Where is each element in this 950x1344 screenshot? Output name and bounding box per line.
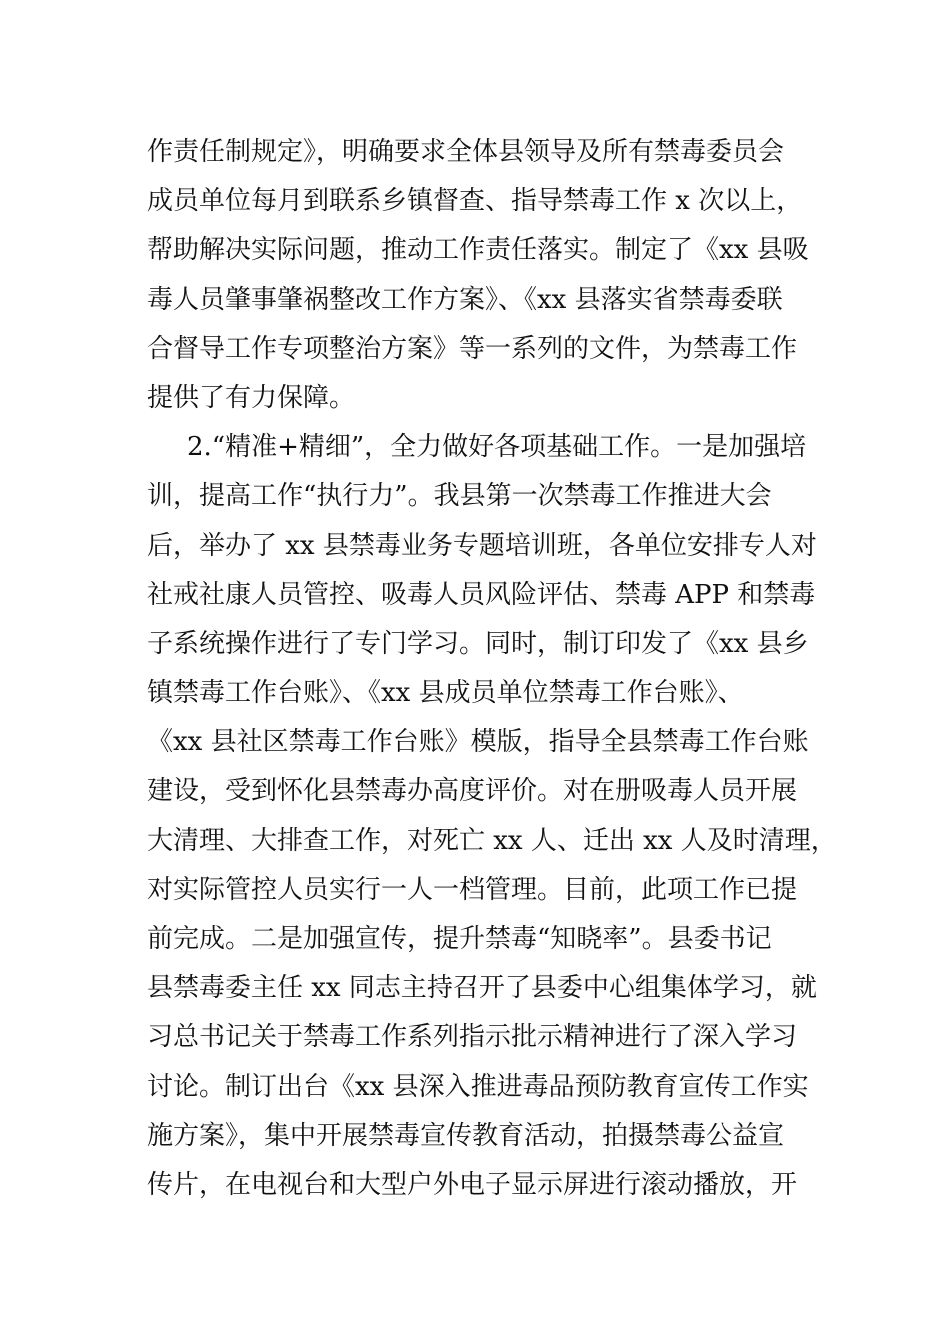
body-text xyxy=(147,128,837,1210)
text-line: 训，提高工作“执行力”。我县第一次禁毒工作推进大会 xyxy=(147,481,772,512)
text-line: 县禁毒委主任 xx 同志主持召开了县委中心组集体学习，就 xyxy=(147,973,817,1004)
text-line: 社戒社康人员管控、吸毒人员风险评估、禁毒 APP 和禁毒 xyxy=(147,579,816,610)
text-line: 合督导工作专项整治方案》等一系列的文件，为禁毒工作 xyxy=(147,333,798,364)
text-line: 提供了有力保障。 xyxy=(147,382,356,413)
text-line: 大清理、大排查工作，对死亡 xx 人、迁出 xx 人及时清理， xyxy=(147,825,837,856)
text-line: 《xx 县社区禁毒工作台账》模版，指导全县禁毒工作台账 xyxy=(147,727,809,758)
text-line: 作责任制规定》，明确要求全体县领导及所有禁毒委员会 xyxy=(147,137,785,167)
text-line: 毒人员肇事肇祸整改工作方案》、《xx 县落实省禁毒委联 xyxy=(147,284,783,315)
text-line: 子系统操作进行了专门学习。同时，制订印发了《xx 县乡 xyxy=(147,628,809,659)
text-line: 前完成。二是加强宣传，提升禁毒“知晓率”。县委书记 xyxy=(147,924,772,954)
text-line: 对实际管控人员实行一人一档管理。目前，此项工作已提 xyxy=(147,874,798,905)
text-line: 习总书记关于禁毒工作系列指示批示精神进行了深入学习 xyxy=(147,1022,798,1053)
text-line: 后，举办了 xx 县禁毒业务专题培训班，各单位安排专人对 xyxy=(147,530,817,561)
text-line: 成员单位每月到联系乡镇督查、指导禁毒工作 x 次以上， xyxy=(147,186,803,217)
text-line: 讨论。制订出台《xx 县深入推进毒品预防教育宣传工作实 xyxy=(147,1071,809,1102)
text-line: 帮助解决实际问题，推动工作责任落实。制定了《xx 县吸 xyxy=(147,235,809,266)
text-line: 传片，在电视台和大型户外电子显示屏进行滚动播放，开 xyxy=(147,1169,798,1200)
text-line: 施方案》，集中开展禁毒宣传教育活动，拍摄禁毒公益宣 xyxy=(147,1120,785,1151)
text-line: 2.“精准+精细”，全力做好各项基础工作。一是加强培 xyxy=(187,432,807,463)
text-line: 建设，受到怀化县禁毒办高度评价。对在册吸毒人员开展 xyxy=(147,776,798,807)
text-line: 镇禁毒工作台账》、《xx 县成员单位禁毒工作台账》、 xyxy=(147,678,744,709)
